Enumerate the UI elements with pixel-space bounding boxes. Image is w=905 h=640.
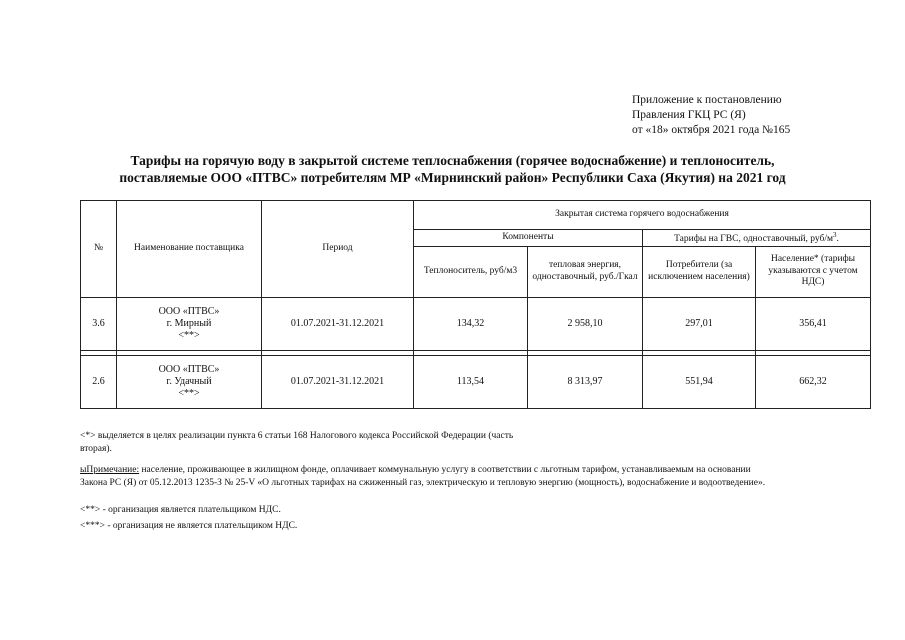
supplier-mark: <**> [178,387,200,399]
appendix-line-3: от «18» октября 2021 года №165 [632,124,791,136]
header-components: Компоненты [414,230,643,247]
supplier-city: г. Удачный [166,375,212,387]
title-line-1: Тарифы на горячую воду в закрытой системе теплоснабжения (горячее водоснабжение) и теплоноситель, [130,153,775,168]
note-1-line-2: вторая). [80,443,112,454]
gvs-tariffs-end: . [836,234,839,245]
note-remark [80,464,870,489]
cell-supplier [117,297,262,350]
note-2-text: население, проживающее в жилищном фонде, оплачивает коммунальную услугу в соответствии с льготным тарифом, устанавливаемым на основании [139,465,751,475]
supplier-city: г. Мирный [166,317,212,329]
note-2-line-2: Закона РС (Я) от 05.12.2013 1235-З № 25-V «О льготных тарифах на сжиженный газ, электрическую и тепловую энергию (мощность), водоснабжение и водоотведение». [80,477,766,488]
note-vat-payer [80,504,870,517]
note-3: <**> - организация является плательщиком НДС. [80,505,281,515]
cell-supplier [117,355,262,408]
header-consumers: Потребители (за исключением населения) [643,246,756,297]
gvs-tariffs-sup: 3 [833,231,837,239]
cell-num: 2.6 [81,355,117,408]
header-coolant: Теплоноситель, руб/м3 [414,246,528,297]
cell-coolant: 134,32 [414,297,528,350]
document-title [0,152,905,186]
note-vat-allocation [80,430,870,455]
cell-consumers: 297,01 [643,297,756,350]
table-row [81,297,871,350]
header-row-1 [81,201,871,230]
note-2-line-1 [80,464,870,477]
header-period: Период [262,201,414,298]
cell-num: 3.6 [81,297,117,350]
header-num: № [81,201,117,298]
gvs-tariffs-text: Тарифы на ГВС, одноставочный, руб/м [674,234,834,245]
tariffs-table [80,200,871,409]
cell-consumers: 551,94 [643,355,756,408]
cell-population: 356,41 [756,297,871,350]
title-line-2: поставляемые ООО «ПТВС» потребителям МР «Мирнинский район» Республики Саха (Якутия) на 2021 год [119,170,786,185]
cell-population: 662,32 [756,355,871,408]
header-system: Закрытая система горячего водоснабжения [414,201,871,230]
appendix-block [632,93,790,138]
header-population: Население* (тарифы указываются с учетом НДС) [756,246,871,297]
supplier-name: ООО «ПТВС» [158,305,220,317]
supplier-mark: <**> [178,329,200,341]
cell-period: 01.07.2021-31.12.2021 [262,297,414,350]
header-gvs-tariffs [643,230,871,247]
note-1-line-1: <*> выделяется в целях реализации пункта 6 статьи 168 Налогового кодекса Российской Федерации (часть [80,431,514,441]
note-non-vat-payer [80,520,870,533]
table-row [81,355,871,408]
note-2-label: ыПримечание: [80,465,140,475]
appendix-line-1: Приложение к постановлению [632,94,782,106]
header-heat-energy: тепловая энергия, одноставочный, руб./Гкал [528,246,643,297]
cell-coolant: 113,54 [414,355,528,408]
supplier-name: ООО «ПТВС» [158,363,220,375]
appendix-line-2: Правления ГКЦ РС (Я) [632,109,746,121]
header-supplier: Наименование поставщика [117,201,262,298]
cell-period: 01.07.2021-31.12.2021 [262,355,414,408]
cell-heat-energy: 8 313,97 [528,355,643,408]
note-4: <***> - организация не является плательщиком НДС. [80,521,298,531]
cell-heat-energy: 2 958,10 [528,297,643,350]
